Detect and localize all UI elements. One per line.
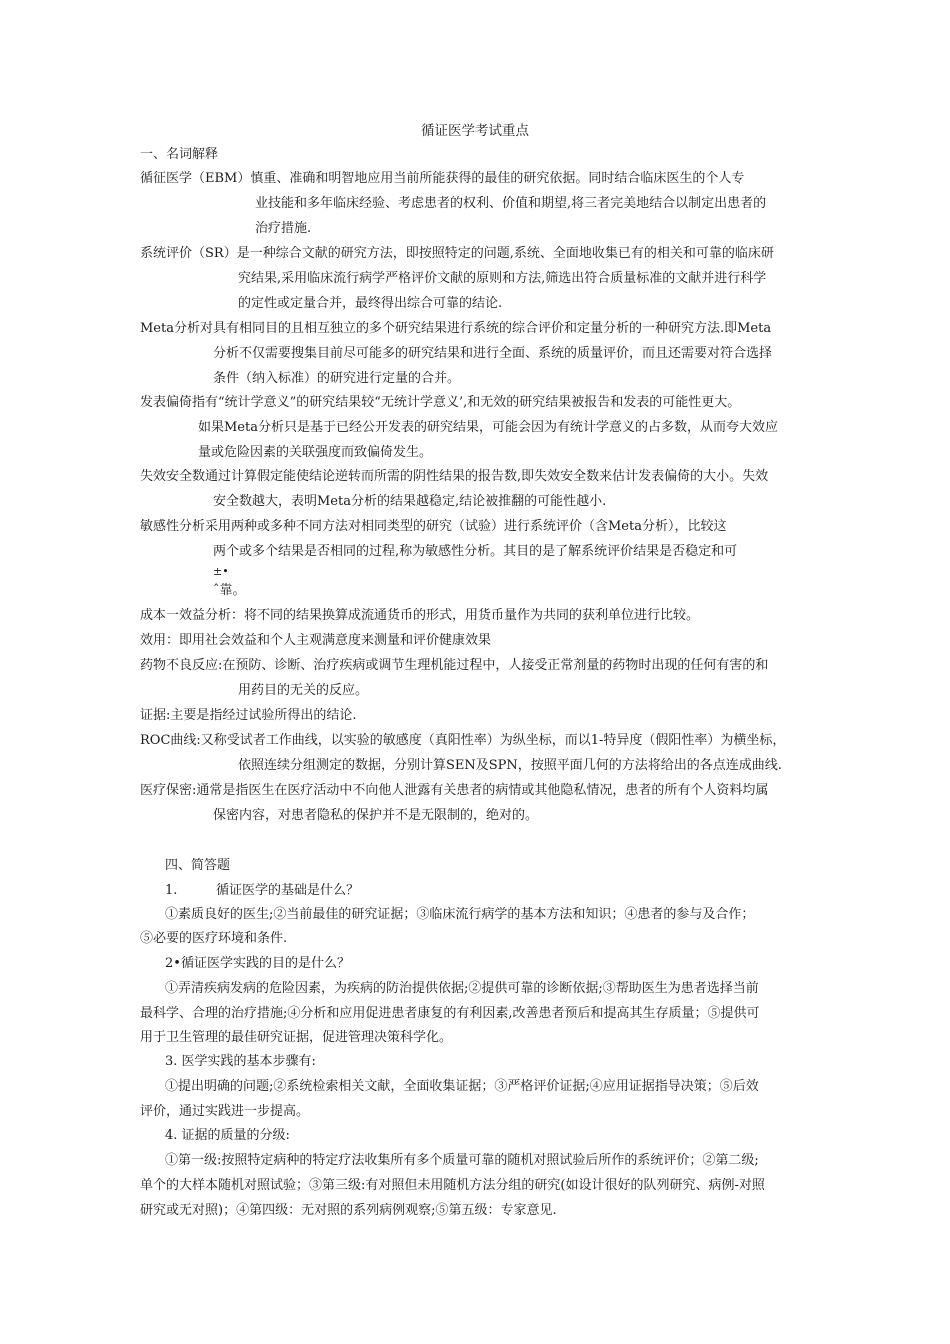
definition-line: ±• (213, 565, 229, 578)
definition-line: ˆ靠。 (213, 583, 246, 598)
definition-line: 医疗保密:通常是指医生在医疗活动中不向他人泄露有关患者的病情或其他隐私情况，患者的所有个人资料均属 (140, 783, 769, 798)
page-title: 循证医学考试重点 (421, 123, 529, 139)
question-text: 3. 医学实践的基本步骤有: (165, 1054, 316, 1069)
definition-line: 药物不良反应:在预防、诊断、治疗疾病或调节生理机能过程中，人接受正常剂量的药物时出现的任何有害的和 (140, 658, 769, 673)
definition-line: 依照连续分组测定的数据，分别计算SEN及SPN，按照平面几何的方法将给出的各点连成曲线. (238, 758, 782, 773)
section-heading-definitions: 一、名词解释 (140, 147, 219, 162)
definition-utility: 效用：即用社会效益和个人主观满意度来测量和评价健康效果 (140, 633, 492, 648)
question-text: 2•循证医学实践的目的是什么？ (165, 956, 350, 971)
definition-line: 治疗措施. (255, 221, 312, 236)
definition-line: 发表偏倚指有“统计学意义”的研究结果较“无统计学意义’,和无效的研究结果被报告和发表的可能性更大。 (140, 395, 741, 410)
definition-line: Meta分析对具有相同目的且相互独立的多个研究结果进行系统的综合评价和定量分析的一种研究方法.即Meta (140, 321, 772, 336)
definition-evidence: 证据:主要是指经过试验所得出的结论. (140, 708, 357, 723)
answer-line: 用于卫生管理的最佳研究证据，促进管理决策科学化。 (140, 1030, 453, 1045)
definition-line: 系统评价（SR）是一种综合文献的研究方法，即按照特定的问题,系统、全面地收集已有的相关和可靠的临床研 (140, 246, 774, 261)
definition-line: 敏感性分析采用两种或多种不同方法对相同类型的研究（试验）进行系统评价（含Meta分析），比较这 (140, 519, 727, 534)
definition-line: 两个或多个结果是否相同的过程,称为敏感性分析。其目的是了解系统评价结果是否稳定和可 (213, 544, 738, 559)
answer-line: ①弄清疾病发病的危险因素，为疾病的防治提供依据;②提供可靠的诊断依据;③帮助医生为患者选择当前 (165, 981, 759, 996)
question-text: 4. 证据的质量的分级: (165, 1128, 290, 1143)
answer-line: 评价，通过实践进一步提高。 (140, 1104, 310, 1119)
answer-line: ⑤必要的医疗环境和条件. (140, 931, 288, 946)
answer-line: 单个的大样本随机对照试验；③第三级:有对照但未用随机方法分组的研究(如设计很好的队列研究、病例-对照 (140, 1178, 765, 1193)
definition-line: 失效安全数通过计算假定能使结论逆转而所需的阴性结果的报告数,即失效安全数来估计发表偏倚的大小。失效 (140, 469, 769, 484)
definition-line: ROC曲线:又称受试者工作曲线，以实验的敏感度（真阳性率）为纵坐标，而以1-特异度（假阳性率）为横坐标， (140, 733, 786, 748)
definition-line: 分析不仅需要搜集目前尽可能多的研究结果和进行全面、系统的质量评价，而且还需要对符合选择 (213, 346, 773, 361)
definition-line: 业技能和多年临床经验、考虑患者的权利、价值和期望,将三者完美地结合以制定出患者的 (255, 196, 767, 211)
definition-line: 保密内容，对患者隐私的保护并不是无限制的，绝对的。 (213, 808, 539, 823)
definition-line: 循征医学（EBM）慎重、准确和明智地应用当前所能获得的最佳的研究依据。同时结合临床医生的个人专 (140, 171, 745, 186)
question-number: 1. (165, 883, 178, 898)
definition-cost-benefit: 成本一效益分析：将不同的结果换算成流通货币的形式，用货币量作为共同的获利单位进行比较。 (140, 608, 700, 623)
definition-line: 安全数越大，表明Meta分析的结果越稳定,结论被推翻的可能性越小. (213, 494, 607, 509)
section-heading-short-answer: 四、简答题 (165, 858, 231, 873)
definition-line: 究结果,采用临床流行病学严格评价文献的原则和方法,筛选出符合质量标准的文献并进行科学 (238, 271, 767, 286)
answer-line: ①第一级:按照特定病种的特定疗法收集所有多个质量可靠的随机对照试验后所作的系统评价；②第二级; (165, 1153, 759, 1168)
answer-line: ①素质良好的医生;②当前最佳的研究证据；③临床流行病学的基本方法和知识；④患者的参与及合作； (165, 907, 755, 922)
definition-line: 量或危险因素的关联强度而致偏倚发生。 (198, 445, 433, 460)
definition-line: 用药目的无关的反应。 (238, 683, 369, 698)
answer-line: ①提出明确的问题;②系统检索相关文献，全面收集证据；③严格评价证据;④应用证据指导决策；⑤后效 (165, 1079, 759, 1094)
definition-line: 如果Meta分析只是基于已经公开发表的研究结果，可能会因为有统计学意义的占多数，从而夸大效应 (198, 420, 778, 435)
definition-line: 条件（纳入标准）的研究进行定量的合并。 (213, 371, 461, 386)
answer-line: 最科学、合理的治疗措施;④分析和应用促进患者康复的有利因素,改善患者预后和提高其生存质量；⑤提供可 (140, 1006, 760, 1021)
answer-line: 研究或无对照)；④第四级：无对照的系列病例观察;⑤第五级：专家意见. (140, 1203, 557, 1218)
question-text: 循证医学的基础是什么？ (216, 883, 360, 898)
definition-line: 的定性或定量合并，最终得出综合可靠的结论. (238, 296, 503, 311)
